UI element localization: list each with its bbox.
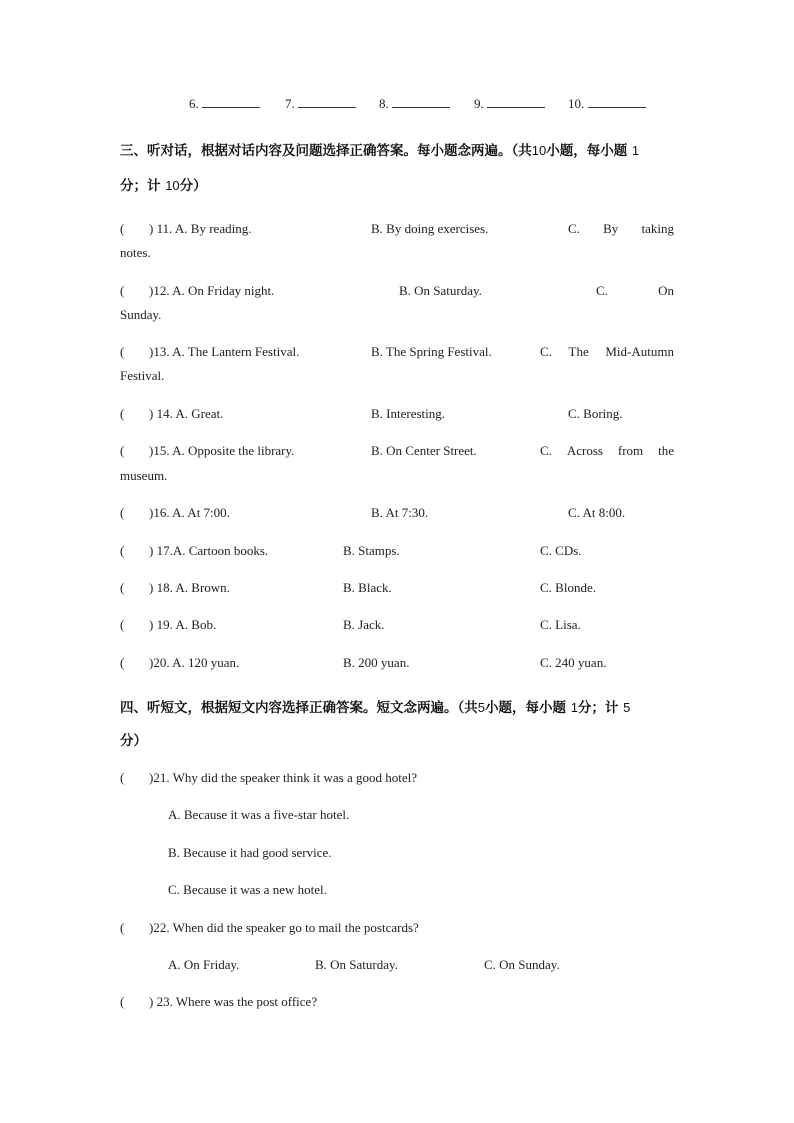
option-a[interactable]: A. Cartoon books.	[172, 543, 269, 558]
option-b[interactable]: B. 200 yuan.	[343, 655, 410, 670]
option-c[interactable]: C. On	[596, 283, 674, 298]
option-c-continued: Festival.	[120, 368, 165, 383]
option-b[interactable]: B. Jack.	[343, 617, 385, 632]
option-c[interactable]: C. At 8:00.	[568, 505, 626, 520]
option-b[interactable]: B. Black.	[343, 580, 392, 595]
option-b[interactable]: B. By doing exercises.	[371, 221, 489, 236]
section4-heading-line2: 分）	[120, 733, 147, 749]
option-b[interactable]: B. Interesting.	[371, 406, 446, 421]
option-a[interactable]: A. At 7:00.	[172, 505, 230, 520]
blank-8[interactable]: 8.	[379, 96, 450, 112]
blank-7[interactable]: 7.	[285, 96, 356, 112]
option-c[interactable]: C. Boring.	[568, 406, 623, 421]
section4-heading-line1: 四、听短文，根据短文内容选择正确答案。短文念两遍。（共5小题，每小题 1分；计 5	[120, 700, 631, 716]
option-c[interactable]: C. Across from the	[540, 443, 674, 458]
option-c[interactable]: C. Blonde.	[540, 580, 596, 595]
question-stem: )22. When did the speaker go to mail the postcards?	[149, 920, 419, 935]
option-b[interactable]: B. At 7:30.	[371, 505, 429, 520]
option-a[interactable]: A. 120 yuan.	[172, 655, 240, 670]
option-c[interactable]: C. CDs.	[540, 543, 582, 558]
option-b[interactable]: B. Stamps.	[343, 543, 400, 558]
option-a[interactable]: A. Great.	[175, 406, 224, 421]
option-a[interactable]: A. Brown.	[175, 580, 230, 595]
exam-page: 6. 7. 8. 9. 10. 三、听对话，根据对话内容及问题选择正确答案。每小题念两遍。（共10小题，每小题 1 分；计 10分） ( ) 11. A. By reading. B. By doing exercises. C. By taking notes. ( )12. A. On Friday night. B. On Saturday. C. On Sunday. ( )13. A. The Lantern Festival. B. The Spring Festival. C. The Mid-Autumn Festival. ( ) 14. A. Great. B. Interesting. C. Boring. ( )15. A. Opposite the library. B. On Center Street. C. Across from the museum. ( )16. A. At 7:00. B. At 7:30. C. At 8:00. ( ) 17.A. Cartoon books. B. Stamps. C. CDs. ( ) 18. A. Brown. B. Black. C. Blonde. ( ) 19. A. Bob. B. Jack. C. Lisa. ( )20. A. 120 yuan. B. 200 yuan. C. 240 yuan. 四、听短文，根据短文内容选择正确答案。短文念两遍。（共5小题，每小题 1分；计 5 分） ( )21. Why did the speaker think it was a good hotel? A. Because it was a five-star hotel. B. Because it had good service. C. Because it was a new hotel. ( )22. When did the speaker go to mail the postcards? A. On Friday. B. On Saturday. C. On Sunday. ( ) 23. Where was the post office?	[120, 96, 674, 1009]
option-c[interactable]: C. Lisa.	[540, 617, 581, 632]
option-a[interactable]: A. On Friday.	[168, 957, 240, 972]
option-c[interactable]: C. On Sunday.	[484, 957, 560, 972]
option-a[interactable]: A. Bob.	[175, 617, 217, 632]
option-c[interactable]: C. The Mid-Autumn	[540, 344, 674, 359]
option-c-continued: museum.	[120, 468, 168, 483]
option-b[interactable]: B. The Spring Festival.	[371, 344, 492, 359]
option-c[interactable]: C. 240 yuan.	[540, 655, 607, 670]
option-a[interactable]: A. Opposite the library.	[172, 443, 295, 458]
question-number: ) 11. A. By reading.	[149, 221, 252, 236]
section3-heading-line1: 三、听对话，根据对话内容及问题选择正确答案。每小题念两遍。（共10小题，每小题 1	[120, 143, 640, 159]
option-c[interactable]: C. By taking	[568, 221, 674, 236]
option-a[interactable]: A. Because it was a five-star hotel.	[168, 807, 350, 822]
blank-10[interactable]: 10.	[568, 96, 646, 112]
option-a[interactable]: A. On Friday night.	[172, 283, 275, 298]
section3-heading-line2: 分；计 10分）	[120, 178, 207, 194]
blank-6[interactable]: 6.	[189, 96, 260, 112]
question-stem: )21. Why did the speaker think it was a good hotel?	[149, 770, 418, 785]
option-c[interactable]: C. Because it was a new hotel.	[168, 882, 327, 897]
option-b[interactable]: B. On Saturday.	[315, 957, 398, 972]
option-a[interactable]: A. By reading.	[174, 221, 252, 236]
option-a[interactable]: A. The Lantern Festival.	[172, 344, 300, 359]
question-stem: ) 23. Where was the post office?	[149, 994, 318, 1009]
option-b[interactable]: B. On Center Street.	[371, 443, 477, 458]
option-c-continued: Sunday.	[120, 307, 162, 322]
option-b[interactable]: B. On Saturday.	[399, 283, 482, 298]
blank-9[interactable]: 9.	[474, 96, 545, 112]
option-c-continued: notes.	[120, 245, 151, 260]
option-b[interactable]: B. Because it had good service.	[168, 845, 332, 860]
